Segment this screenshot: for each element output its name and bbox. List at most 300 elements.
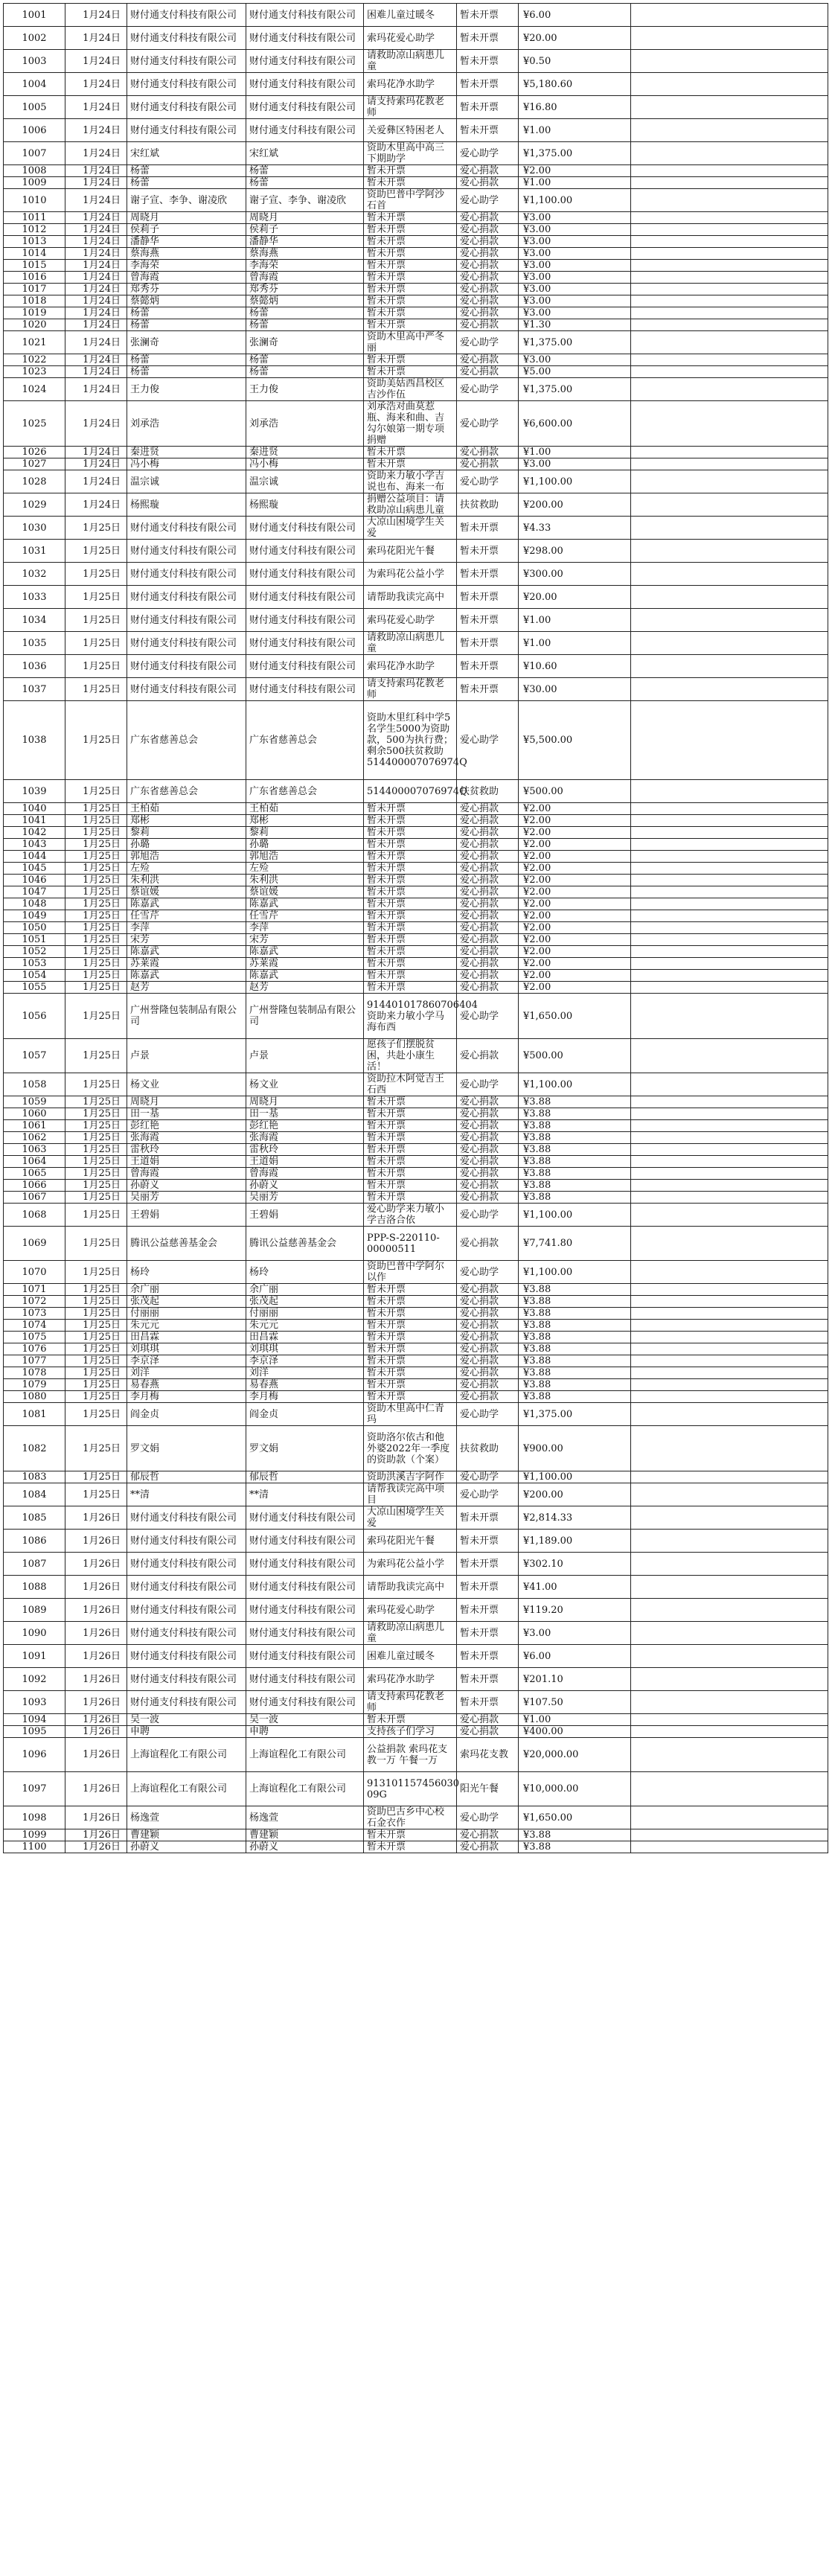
serial-number-cell: 1035: [4, 632, 65, 655]
donor-name-cell: 财付通支付科技有限公司: [127, 1530, 246, 1553]
serial-number-cell: 1021: [4, 331, 65, 354]
amount-cell: ¥30.00: [519, 678, 631, 701]
empty-cell: [631, 1120, 828, 1132]
category-cell: 爱心捐款: [457, 272, 519, 284]
table-row: [4, 1714, 828, 1726]
purpose-cell: 暂未开票: [364, 851, 457, 863]
payer-name-cell: 杨蕾: [246, 165, 364, 177]
amount-cell: ¥3.00: [519, 295, 631, 307]
amount-cell: ¥3.88: [519, 1180, 631, 1192]
payer-name-cell: 黎莉: [246, 827, 364, 839]
amount-cell: ¥20,000.00: [519, 1738, 631, 1772]
date-cell: 1月25日: [65, 1180, 127, 1192]
donor-name-cell: 财付通支付科技有限公司: [127, 27, 246, 50]
donor-name-cell: 田一基: [127, 1108, 246, 1120]
empty-cell: [631, 934, 828, 946]
category-cell: 爱心捐款: [457, 1120, 519, 1132]
serial-number-cell: 1084: [4, 1483, 65, 1506]
empty-cell: [631, 1180, 828, 1192]
amount-cell: ¥1.30: [519, 319, 631, 331]
amount-cell: ¥500.00: [519, 1039, 631, 1073]
table-row: [4, 1379, 828, 1391]
serial-number-cell: 1061: [4, 1120, 65, 1132]
payer-name-cell: 张茂起: [246, 1296, 364, 1308]
donor-name-cell: 王力俊: [127, 378, 246, 401]
category-cell: 暂未开票: [457, 540, 519, 563]
amount-cell: ¥6,600.00: [519, 401, 631, 447]
category-cell: 爱心捐款: [457, 165, 519, 177]
amount-cell: ¥3.88: [519, 1192, 631, 1204]
table-row: [4, 189, 828, 212]
donor-name-cell: 杨熙璇: [127, 493, 246, 517]
category-cell: 爱心捐款: [457, 366, 519, 378]
table-row: [4, 1096, 828, 1108]
date-cell: 1月25日: [65, 1204, 127, 1227]
serial-number-cell: 1046: [4, 875, 65, 886]
amount-cell: ¥10.60: [519, 655, 631, 678]
date-cell: 1月24日: [65, 354, 127, 366]
serial-number-cell: 1094: [4, 1714, 65, 1726]
date-cell: 1月25日: [65, 701, 127, 780]
table-row: [4, 540, 828, 563]
serial-number-cell: 1048: [4, 898, 65, 910]
category-cell: 爱心捐款: [457, 248, 519, 260]
empty-cell: [631, 470, 828, 493]
category-cell: 爱心助学: [457, 470, 519, 493]
serial-number-cell: 1008: [4, 165, 65, 177]
payer-name-cell: 陈嘉武: [246, 898, 364, 910]
table-row: [4, 1343, 828, 1355]
purpose-cell: 资助木里高中严冬丽: [364, 331, 457, 354]
amount-cell: ¥41.00: [519, 1576, 631, 1599]
payer-name-cell: 张澜奇: [246, 331, 364, 354]
payer-name-cell: 曾海霞: [246, 272, 364, 284]
purpose-cell: 暂未开票: [364, 1841, 457, 1853]
amount-cell: ¥3.88: [519, 1367, 631, 1379]
date-cell: 1月24日: [65, 284, 127, 295]
category-cell: 爱心捐款: [457, 1096, 519, 1108]
date-cell: 1月24日: [65, 4, 127, 27]
purpose-cell: 资助洪溪吉字阿作: [364, 1471, 457, 1483]
purpose-cell: 暂未开票: [364, 875, 457, 886]
purpose-cell: PPP-S-220110-00000511: [364, 1227, 457, 1261]
category-cell: 爱心捐款: [457, 447, 519, 458]
table-row: [4, 1227, 828, 1261]
serial-number-cell: 1076: [4, 1343, 65, 1355]
payer-name-cell: 李月梅: [246, 1391, 364, 1403]
payer-name-cell: 侯莉子: [246, 224, 364, 236]
date-cell: 1月25日: [65, 586, 127, 609]
date-cell: 1月24日: [65, 165, 127, 177]
donor-name-cell: 左殓: [127, 863, 246, 875]
serial-number-cell: 1028: [4, 470, 65, 493]
donor-name-cell: 吴丽芳: [127, 1192, 246, 1204]
purpose-cell: 暂未开票: [364, 910, 457, 922]
purpose-cell: 支持孩子们学习: [364, 1726, 457, 1738]
purpose-cell: 索玛花爱心助学: [364, 1599, 457, 1622]
table-row: [4, 1599, 828, 1622]
date-cell: 1月24日: [65, 307, 127, 319]
empty-cell: [631, 1227, 828, 1261]
category-cell: 爱心捐款: [457, 1343, 519, 1355]
empty-cell: [631, 1668, 828, 1691]
table-row: [4, 863, 828, 875]
date-cell: 1月25日: [65, 1168, 127, 1180]
table-row: [4, 1506, 828, 1530]
amount-cell: ¥3.00: [519, 260, 631, 272]
purpose-cell: 索玛花净水助学: [364, 73, 457, 96]
payer-name-cell: 财付通支付科技有限公司: [246, 50, 364, 73]
donor-name-cell: 谢子宣、李争、谢凌欣: [127, 189, 246, 212]
payer-name-cell: 冯小梅: [246, 458, 364, 470]
table-row: [4, 1261, 828, 1284]
payer-name-cell: 田一基: [246, 1108, 364, 1120]
empty-cell: [631, 1039, 828, 1073]
payer-name-cell: 杨蕾: [246, 366, 364, 378]
date-cell: 1月25日: [65, 1073, 127, 1096]
category-cell: 暂未开票: [457, 119, 519, 142]
amount-cell: ¥3.88: [519, 1132, 631, 1144]
category-cell: 爱心捐款: [457, 1367, 519, 1379]
purpose-cell: 暂未开票: [364, 1144, 457, 1156]
amount-cell: ¥302.10: [519, 1553, 631, 1576]
category-cell: 爱心捐款: [457, 1379, 519, 1391]
amount-cell: ¥3.00: [519, 1622, 631, 1645]
purpose-cell: 暂未开票: [364, 827, 457, 839]
serial-number-cell: 1025: [4, 401, 65, 447]
date-cell: 1月24日: [65, 366, 127, 378]
donor-name-cell: 李京泽: [127, 1355, 246, 1367]
empty-cell: [631, 1096, 828, 1108]
purpose-cell: 暂未开票: [364, 1120, 457, 1132]
amount-cell: ¥0.50: [519, 50, 631, 73]
donor-name-cell: 宋芳: [127, 934, 246, 946]
table-row: [4, 1471, 828, 1483]
date-cell: 1月24日: [65, 295, 127, 307]
payer-name-cell: 杨蕾: [246, 354, 364, 366]
amount-cell: ¥3.88: [519, 1120, 631, 1132]
table-row: [4, 1320, 828, 1332]
table-row: [4, 1403, 828, 1426]
amount-cell: ¥1.00: [519, 632, 631, 655]
date-cell: 1月25日: [65, 1096, 127, 1108]
empty-cell: [631, 655, 828, 678]
category-cell: 爱心捐款: [457, 1296, 519, 1308]
donor-name-cell: 孙蔚义: [127, 1180, 246, 1192]
amount-cell: ¥400.00: [519, 1726, 631, 1738]
serial-number-cell: 1043: [4, 839, 65, 851]
payer-name-cell: 王道娟: [246, 1156, 364, 1168]
purpose-cell: 请帮我读完高中项目: [364, 1483, 457, 1506]
table-row: [4, 958, 828, 970]
serial-number-cell: 1022: [4, 354, 65, 366]
table-row: [4, 1296, 828, 1308]
date-cell: 1月25日: [65, 898, 127, 910]
empty-cell: [631, 517, 828, 540]
date-cell: 1月25日: [65, 803, 127, 815]
purpose-cell: 暂未开票: [364, 1096, 457, 1108]
donor-name-cell: 温宗诚: [127, 470, 246, 493]
empty-cell: [631, 1553, 828, 1576]
payer-name-cell: 财付通支付科技有限公司: [246, 1576, 364, 1599]
purpose-cell: 暂未开票: [364, 284, 457, 295]
table-row: [4, 922, 828, 934]
date-cell: 1月26日: [65, 1668, 127, 1691]
purpose-cell: 暂未开票: [364, 177, 457, 189]
category-cell: 暂未开票: [457, 50, 519, 73]
serial-number-cell: 1045: [4, 863, 65, 875]
serial-number-cell: 1050: [4, 922, 65, 934]
empty-cell: [631, 898, 828, 910]
category-cell: 爱心捐款: [457, 1156, 519, 1168]
purpose-cell: 为索玛花公益小学: [364, 563, 457, 586]
table-row: [4, 851, 828, 863]
date-cell: 1月26日: [65, 1530, 127, 1553]
date-cell: 1月25日: [65, 1471, 127, 1483]
purpose-cell: 暂未开票: [364, 354, 457, 366]
serial-number-cell: 1011: [4, 212, 65, 224]
donor-name-cell: 杨蕾: [127, 307, 246, 319]
payer-name-cell: 杨逸萱: [246, 1806, 364, 1829]
table-row: [4, 96, 828, 119]
donor-name-cell: 财付通支付科技有限公司: [127, 632, 246, 655]
payer-name-cell: 李海荣: [246, 260, 364, 272]
date-cell: 1月25日: [65, 1039, 127, 1073]
serial-number-cell: 1024: [4, 378, 65, 401]
empty-cell: [631, 982, 828, 994]
table-row: [4, 1332, 828, 1343]
date-cell: 1月25日: [65, 946, 127, 958]
empty-cell: [631, 922, 828, 934]
table-row: [4, 803, 828, 815]
payer-name-cell: 杨熙璇: [246, 493, 364, 517]
purpose-cell: 资助拉木阿觉吉王石西: [364, 1073, 457, 1096]
empty-cell: [631, 1391, 828, 1403]
payer-name-cell: 李京泽: [246, 1355, 364, 1367]
table-row: [4, 319, 828, 331]
purpose-cell: 暂未开票: [364, 366, 457, 378]
purpose-cell: 关爱彝区特困老人: [364, 119, 457, 142]
serial-number-cell: 1006: [4, 119, 65, 142]
empty-cell: [631, 1426, 828, 1471]
purpose-cell: 暂未开票: [364, 1714, 457, 1726]
payer-name-cell: 财付通支付科技有限公司: [246, 517, 364, 540]
serial-number-cell: 1089: [4, 1599, 65, 1622]
table-row: [4, 119, 828, 142]
serial-number-cell: 1014: [4, 248, 65, 260]
serial-number-cell: 1095: [4, 1726, 65, 1738]
empty-cell: [631, 236, 828, 248]
donor-name-cell: 上海谊程化工有限公司: [127, 1772, 246, 1806]
serial-number-cell: 1093: [4, 1691, 65, 1714]
table-row: [4, 236, 828, 248]
table-row: [4, 898, 828, 910]
donor-name-cell: 易春燕: [127, 1379, 246, 1391]
date-cell: 1月24日: [65, 458, 127, 470]
empty-cell: [631, 1355, 828, 1367]
serial-number-cell: 1020: [4, 319, 65, 331]
amount-cell: ¥2.00: [519, 886, 631, 898]
payer-name-cell: 陈嘉武: [246, 970, 364, 982]
serial-number-cell: 1037: [4, 678, 65, 701]
purpose-cell: 请支持索玛花教老师: [364, 678, 457, 701]
serial-number-cell: 1065: [4, 1168, 65, 1180]
donor-name-cell: 广东省慈善总会: [127, 701, 246, 780]
empty-cell: [631, 1599, 828, 1622]
serial-number-cell: 1091: [4, 1645, 65, 1668]
serial-number-cell: 1039: [4, 780, 65, 803]
empty-cell: [631, 1073, 828, 1096]
category-cell: 爱心捐款: [457, 982, 519, 994]
date-cell: 1月25日: [65, 1261, 127, 1284]
amount-cell: ¥2.00: [519, 910, 631, 922]
payer-name-cell: 财付通支付科技有限公司: [246, 1691, 364, 1714]
category-cell: 暂未开票: [457, 1599, 519, 1622]
payer-name-cell: 财付通支付科技有限公司: [246, 1530, 364, 1553]
empty-cell: [631, 1726, 828, 1738]
empty-cell: [631, 678, 828, 701]
amount-cell: ¥20.00: [519, 586, 631, 609]
table-row: [4, 886, 828, 898]
donor-name-cell: 财付通支付科技有限公司: [127, 1645, 246, 1668]
empty-cell: [631, 1506, 828, 1530]
date-cell: 1月26日: [65, 1738, 127, 1772]
table-row: [4, 1576, 828, 1599]
date-cell: 1月24日: [65, 470, 127, 493]
category-cell: 爱心捐款: [457, 863, 519, 875]
donor-name-cell: **清: [127, 1483, 246, 1506]
date-cell: 1月25日: [65, 922, 127, 934]
table-row: [4, 73, 828, 96]
date-cell: 1月25日: [65, 839, 127, 851]
table-row: [4, 994, 828, 1039]
amount-cell: ¥3.00: [519, 458, 631, 470]
category-cell: 爱心捐款: [457, 1841, 519, 1853]
amount-cell: ¥16.80: [519, 96, 631, 119]
table-row: [4, 586, 828, 609]
amount-cell: ¥298.00: [519, 540, 631, 563]
empty-cell: [631, 1308, 828, 1320]
payer-name-cell: **清: [246, 1483, 364, 1506]
empty-cell: [631, 827, 828, 839]
table-row: [4, 934, 828, 946]
serial-number-cell: 1023: [4, 366, 65, 378]
payer-name-cell: 余广丽: [246, 1284, 364, 1296]
amount-cell: ¥1,650.00: [519, 994, 631, 1039]
amount-cell: ¥2.00: [519, 815, 631, 827]
table-row: [4, 1073, 828, 1096]
empty-cell: [631, 1108, 828, 1120]
donor-name-cell: 张海霞: [127, 1132, 246, 1144]
table-row: [4, 248, 828, 260]
donor-name-cell: 李月梅: [127, 1391, 246, 1403]
date-cell: 1月25日: [65, 1227, 127, 1261]
date-cell: 1月25日: [65, 982, 127, 994]
purpose-cell: 资助洛尔依古和他外婆2022年一季度的资助款（个案）: [364, 1426, 457, 1471]
empty-cell: [631, 958, 828, 970]
amount-cell: ¥6.00: [519, 4, 631, 27]
amount-cell: ¥900.00: [519, 1426, 631, 1471]
serial-number-cell: 1031: [4, 540, 65, 563]
donor-name-cell: 蔡谊媛: [127, 886, 246, 898]
amount-cell: ¥6.00: [519, 1645, 631, 1668]
category-cell: 爱心捐款: [457, 946, 519, 958]
table-row: [4, 1772, 828, 1806]
amount-cell: ¥3.88: [519, 1108, 631, 1120]
date-cell: 1月25日: [65, 970, 127, 982]
date-cell: 1月25日: [65, 678, 127, 701]
purpose-cell: 资助美姑西昌校区吉沙作伍: [364, 378, 457, 401]
donor-name-cell: 孙蔚义: [127, 1841, 246, 1853]
empty-cell: [631, 609, 828, 632]
serial-number-cell: 1062: [4, 1132, 65, 1144]
purpose-cell: 索玛花爱心助学: [364, 609, 457, 632]
serial-number-cell: 1013: [4, 236, 65, 248]
purpose-cell: 暂未开票: [364, 958, 457, 970]
date-cell: 1月24日: [65, 73, 127, 96]
date-cell: 1月24日: [65, 378, 127, 401]
category-cell: 暂未开票: [457, 96, 519, 119]
donation-ledger-table: [3, 3, 828, 1853]
table-row: [4, 1483, 828, 1506]
empty-cell: [631, 142, 828, 165]
category-cell: 爱心捐款: [457, 970, 519, 982]
empty-cell: [631, 1284, 828, 1296]
donor-name-cell: 秦进贤: [127, 447, 246, 458]
payer-name-cell: 罗文娟: [246, 1426, 364, 1471]
purpose-cell: 暂未开票: [364, 839, 457, 851]
date-cell: 1月26日: [65, 1506, 127, 1530]
table-row: [4, 1192, 828, 1204]
donor-name-cell: 财付通支付科技有限公司: [127, 1691, 246, 1714]
table-row: [4, 1156, 828, 1168]
serial-number-cell: 1090: [4, 1622, 65, 1645]
donor-name-cell: 侯莉子: [127, 224, 246, 236]
date-cell: 1月25日: [65, 1343, 127, 1355]
amount-cell: ¥3.88: [519, 1343, 631, 1355]
empty-cell: [631, 586, 828, 609]
donor-name-cell: 刘承浩: [127, 401, 246, 447]
donor-name-cell: 财付通支付科技有限公司: [127, 609, 246, 632]
table-row: [4, 165, 828, 177]
date-cell: 1月26日: [65, 1726, 127, 1738]
serial-number-cell: 1100: [4, 1841, 65, 1853]
purpose-cell: 索玛花阳光午餐: [364, 540, 457, 563]
category-cell: 扶贫救助: [457, 1426, 519, 1471]
purpose-cell: 索玛花爱心助学: [364, 27, 457, 50]
category-cell: 爱心捐款: [457, 803, 519, 815]
amount-cell: ¥1.00: [519, 447, 631, 458]
purpose-cell: 捐赠公益项目：请救助凉山病患儿童: [364, 493, 457, 517]
empty-cell: [631, 1841, 828, 1853]
amount-cell: ¥1,375.00: [519, 378, 631, 401]
category-cell: 爱心捐款: [457, 354, 519, 366]
serial-number-cell: 1040: [4, 803, 65, 815]
amount-cell: ¥1,100.00: [519, 1073, 631, 1096]
purpose-cell: 资助来力敏小学吉说也布、海来一布: [364, 470, 457, 493]
date-cell: 1月24日: [65, 331, 127, 354]
amount-cell: ¥3.00: [519, 224, 631, 236]
donor-name-cell: 付丽丽: [127, 1308, 246, 1320]
serial-number-cell: 1071: [4, 1284, 65, 1296]
serial-number-cell: 1038: [4, 701, 65, 780]
amount-cell: ¥2.00: [519, 958, 631, 970]
table-row: [4, 1726, 828, 1738]
serial-number-cell: 1001: [4, 4, 65, 27]
donor-name-cell: 吴一波: [127, 1714, 246, 1726]
payer-name-cell: 孙蔚义: [246, 1180, 364, 1192]
empty-cell: [631, 632, 828, 655]
